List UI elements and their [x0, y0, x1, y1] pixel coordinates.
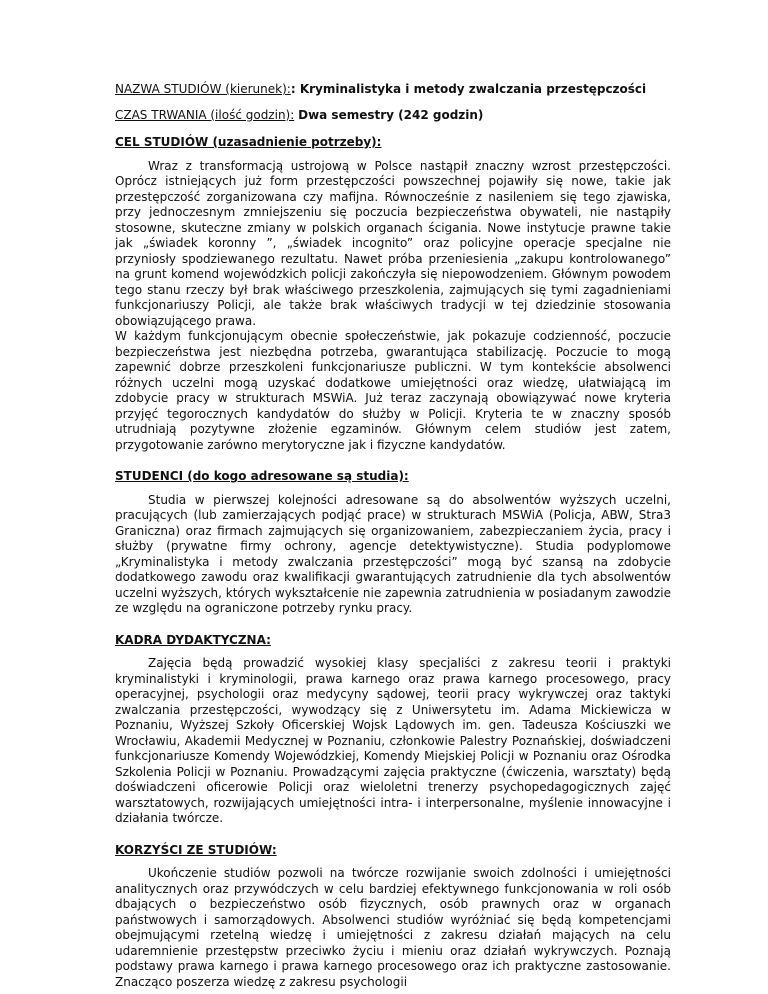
- program-name-label: NAZWA STUDIÓW (kierunek):: [115, 82, 291, 96]
- section-cel-body: [115, 159, 671, 454]
- section-title-korzysci: KORZYŚCI ZE STUDIÓW:: [115, 842, 277, 857]
- duration-label: CZAS TRWANIA (ilość godzin):: [115, 107, 295, 122]
- document-body: [115, 82, 671, 990]
- korzysci-paragraph-1: Ukończenie studiów pozwoli na twórcze rozwijanie swoich zdolności i umiejętności analitycznych oraz przywódczych w celu bardziej efektywnego funkcjonowania w roli osób dbających o bezpieczeństwo osób fizycznych, osób prawnych oraz w organach państwowych i samorządowych. Absolwenci studiów wyróżniać się będą kompetencjami obejmującymi rzetelną wiedzę i umiejętności z zakresu działań mających na celu udaremnienie przestępstw przeciwko życiu i mieniu oraz działań wykrywczych. Poznają podstawy prawa karnego i prawa karnego procesowego oraz ich praktyczne zastosowanie. Znacząco poszerza wiedzę z zakresu psychologii: [115, 866, 671, 989]
- studenci-paragraph-1: Studia w pierwszej kolejności adresowane są do absolwentów wyższych uczelni, pracujących (lub zamierzających podjąć prace) w strukturach MSWiA (Policja, ABW, Stra3 Graniczna) oraz firmach zajmujących się organizowaniem, zabezpieczaniem życia, pracy i służby (prywatne firmy ochrony, agencje detektywistyczne). Studia podyplomowe „Kryminalistyka i metody zwalczania przestępczości” mogą być szansą na zdobycie dodatkowego zawodu oraz kwalifikacji gwarantujących zatrudnienie dla tych absolwentów uczelni wyższych, których wykształcenie nie zapewnia zatrudnienia w posiadanym zawodzie ze względu na ograniczone potrzeby rynku pracy.: [115, 492, 671, 615]
- section-studenci-body: [115, 493, 671, 617]
- program-name-separator: :: [290, 82, 300, 96]
- section-korzysci-body: [115, 866, 671, 990]
- program-name-line: [115, 82, 671, 98]
- section-title-cel: CEL STUDIÓW (uzasadnienie potrzeby):: [115, 135, 382, 149]
- section-kadra-body: [115, 656, 671, 827]
- duration-line: [115, 108, 671, 124]
- section-title-kadra: KADRA DYDAKTYCZNA:: [115, 632, 271, 647]
- cel-paragraph-1: Wraz z transformacją ustrojową w Polsce nastąpił znaczny wzrost przestępczości. Oprócz istniejących już form przestępczości powszechnej pojawiły się nowe, takie jak przestępczość zorganizowana czy mafijna. Równocześnie z nasileniem się tego zjawiska, przy jednoczesnym zmniejszeniu się poczucia bezpieczeństwa obywateli, nie nastąpiły stosowne, skuteczne zmiany w polskich organach ścigania. Nowe instytucje prawne takie jak „świadek koronny ”, „świadek incognito” oraz policyjne operacje specjalne nie przyniosły spodziewanego rezultatu. Nawet próba przeniesienia „zakupu kontrolowanego” na grunt komend wojewódzkich policji zakończyła się niepowodzeniem. Głównym powodem tego stanu rzeczy był brak właściwego przeszkolenia, zajmujących się tymi zagadnieniami funkcjonariuszy Policji, ale także brak właściwych tradycji w tej dziedzinie stosowania obowiązującego prawa.: [115, 158, 671, 328]
- cel-paragraph-2: W każdym funkcjonującym obecnie społeczeństwie, jak pokazuje codzienność, poczucie bezpieczeństwa jest niezbędna potrzeba, gwarantująca stabilizację. Poczucie to mogą zapewnić dobrze przeszkoleni funkcjonariusze publiczni. W tym kontekście absolwenci różnych uczelni mogą uzyskać dodatkowe umiejętności oraz wiedzę, ułatwiającą im zdobycie pracy w strukturach MSWiA. Już teraz zaczynają obowiązywać nowe kryteria przyjęć tegorocznych kandydatów do służby w Policji. Kryteria te w znaczny sposób utrudniają pozytywne złożenie egzaminów. Głównym celem studiów jest zatem, przygotowanie zarówno merytoryczne jak i fizyczne kandydatów.: [115, 329, 671, 452]
- section-title-studenci: STUDENCI (do kogo adresowane są studia):: [115, 469, 409, 483]
- program-name-value: Kryminalistyka i metody zwalczania przestępczości: [299, 82, 647, 96]
- duration-value: Dwa semestry (242 godzin): [298, 107, 484, 122]
- kadra-paragraph-1: Zajęcia będą prowadzić wysokiej klasy specjaliści z zakresu teorii i praktyki kryminalistyki i kryminologii, prawa karnego oraz prawa karnego procesowego, pracy operacyjnej, psychologii oraz medycyny sądowej, teorii pracy wykrywczej oraz taktyki zwalczania przestępczości, wywodzący się z Uniwersytetu im. Adama Mickiewicza w Poznaniu, Wyższej Szkoły Oficerskiej Wojsk Lądowych im. gen. Tadeusza Kościuszki we Wrocławiu, Akademii Medycznej w Poznaniu, członkowie Palestry Poznańskiej, doświadczeni funkcjonariusze Komendy Wojewódzkiej, Komendy Miejskiej Policji w Poznaniu oraz Ośrodka Szkolenia Policji w Poznaniu. Prowadzącymi zajęcia praktyczne (ćwiczenia, warsztaty) będą doświadczeni oficerowie Policji oraz wieloletni trenerzy psychopedagogicznych zajęć warsztatowych, rozwijających umiejętności intra- i interpersonalne, myślenie innowacyjne i działania twórcze.: [115, 656, 671, 825]
